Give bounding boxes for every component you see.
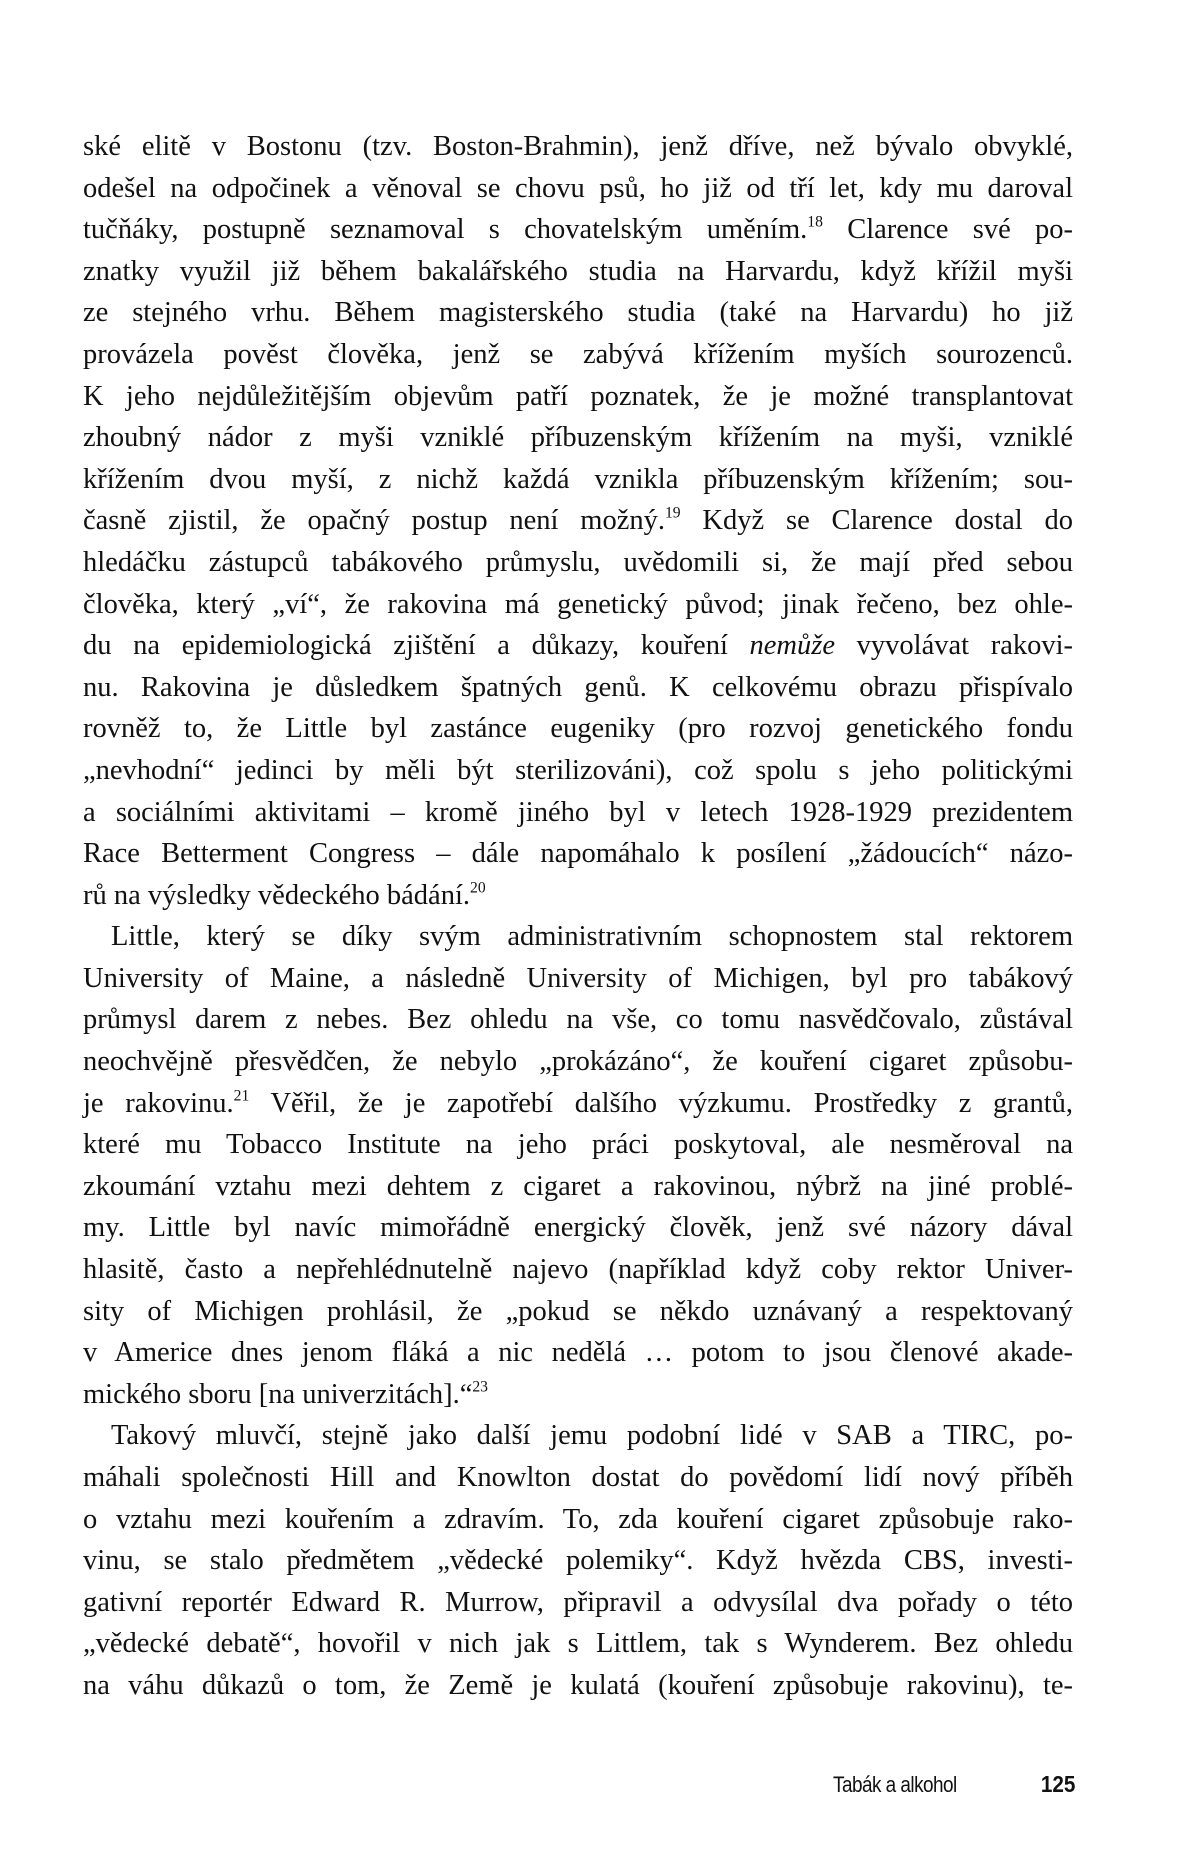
text-line — [83, 334, 1073, 376]
text-line — [83, 292, 1073, 334]
text-line — [83, 1499, 1073, 1541]
text-segment: Věřil, že je zapotřebí dalšího výzkumu. Prostředky z grantů, — [249, 1087, 1073, 1119]
text-line — [83, 1457, 1073, 1499]
text-line — [83, 584, 1073, 626]
text-line — [83, 916, 1073, 958]
text-line — [83, 251, 1073, 293]
text-segment: „vědecké debatě“, hovořil v nich jak s Littlem, tak s Wynderem. Bez ohledu — [83, 1628, 1073, 1660]
text-line — [83, 833, 1073, 875]
text-line — [83, 1083, 1073, 1125]
text-line — [83, 875, 1073, 917]
text-segment: mického sboru [na univerzitách].“ — [83, 1378, 473, 1410]
text-line — [83, 1332, 1073, 1374]
text-segment: průmysl darem z nebes. Bez ohledu na vše, co tomu nasvědčovalo, zůstával — [83, 1004, 1073, 1036]
text-line — [83, 1041, 1073, 1083]
text-line — [83, 376, 1073, 418]
text-line — [83, 1124, 1073, 1166]
text-line — [83, 625, 1073, 667]
text-segment: zkoumání vztahu mezi dehtem z cigaret a rakovinou, nýbrž na jiné problé- — [83, 1170, 1073, 1202]
text-segment: sity of Michigen prohlásil, že „pokud se někdo uznávaný a respektovaný — [83, 1295, 1073, 1327]
emphasized-text: nemůže — [749, 630, 836, 662]
footnote-reference: 18 — [807, 213, 823, 231]
text-segment: člověka, který „ví“, že rakovina má genetický původ; jinak řečeno, bez ohle- — [83, 588, 1073, 620]
text-segment: gativní reportér Edward R. Murrow, připravil a odvysílal dva pořady o této — [83, 1586, 1073, 1618]
text-segment: máhali společnosti Hill and Knowlton dostat do povědomí lidí nový příběh — [83, 1462, 1073, 1493]
text-line — [83, 126, 1073, 168]
text-segment: tučňáky, postupně seznamoval s chovatelským uměním. — [83, 214, 808, 246]
text-segment: o vztahu mezi kouřením a zdravím. To, zda kouření cigaret způsobuje rako- — [83, 1503, 1073, 1535]
text-line — [83, 1623, 1073, 1665]
text-segment: vyvolávat rakovi- — [835, 630, 1074, 662]
text-segment: časně zjistil, že opačný postup není možný. — [83, 505, 665, 537]
text-line — [83, 542, 1073, 584]
running-head: Tabák a alkohol — [833, 1772, 957, 1797]
text-line — [83, 1665, 1073, 1707]
text-line — [83, 999, 1073, 1041]
text-segment: neochvějně přesvědčen, že nebylo „prokázáno“, že kouření cigaret způsobu- — [83, 1046, 1073, 1078]
footnote-reference: 21 — [233, 1086, 250, 1104]
text-line — [83, 667, 1073, 709]
text-segment: Takový mluvčí, stejně jako další jemu podobní lidé v SAB a TIRC, po- — [111, 1420, 1073, 1452]
text-line — [83, 168, 1073, 210]
text-line — [83, 958, 1073, 1000]
text-segment: „nevhodní“ jedinci by měli být sterilizováni), což spolu s jeho politickými — [83, 754, 1073, 786]
text-line — [83, 1415, 1073, 1457]
text-segment: hledáčku zástupců tabákového průmyslu, uvědomili si, že mají před sebou — [83, 546, 1073, 578]
text-segment: křížením dvou myší, z nichž každá vznikla příbuzenským křížením; sou- — [83, 463, 1073, 495]
text-segment: je rakovinu. — [83, 1087, 234, 1119]
text-segment: vinu, se stalo předmětem „vědecké polemiky“. Když hvězda CBS, investi- — [83, 1545, 1073, 1577]
page-footer — [833, 1771, 1075, 1801]
text-line — [83, 1249, 1073, 1291]
text-segment: rovněž to, že Little byl zastánce eugeniky (pro rozvoj genetického fondu — [83, 713, 1073, 745]
body-text — [83, 126, 1073, 1707]
text-line — [83, 209, 1073, 251]
footnote-reference: 23 — [472, 1378, 488, 1396]
text-line — [83, 459, 1073, 501]
footnote-reference: 20 — [470, 878, 486, 896]
text-line — [83, 1582, 1073, 1624]
text-segment: University of Maine, a následně University of Michigen, byl pro tabákový — [83, 962, 1073, 994]
text-segment: Little, který se díky svým administrativním schopnostem stal rektorem — [111, 921, 1073, 953]
text-segment: Race Betterment Congress – dále napomáhalo k posílení „žádoucích“ názo- — [83, 838, 1073, 870]
text-line — [83, 417, 1073, 459]
text-line — [83, 792, 1073, 834]
text-line — [83, 500, 1073, 542]
text-segment: a sociálními aktivitami – kromě jiného byl v letech 1928-1929 prezidentem — [83, 796, 1073, 828]
text-segment: K jeho nejdůležitějším objevům patří poznatek, že je možné transplantovat — [83, 380, 1073, 412]
text-segment: ze stejného vrhu. Během magisterského studia (také na Harvardu) ho již — [83, 297, 1073, 329]
text-segment: du na epidemiologická zjištění a důkazy, kouření — [83, 630, 750, 662]
text-segment: Clarence své po- — [822, 214, 1073, 246]
text-line — [83, 1166, 1073, 1208]
text-segment: zhoubný nádor z myši vzniklé příbuzenským křížením na myši, vzniklé — [83, 422, 1073, 454]
text-line — [83, 708, 1073, 750]
text-line — [83, 1374, 1073, 1416]
text-segment: odešel na odpočinek a věnoval se chovu psů, ho již od tří let, kdy mu daroval — [83, 172, 1073, 204]
text-line — [83, 1207, 1073, 1249]
text-segment: znatky využil již během bakalářského studia na Harvardu, když křížil myši — [83, 255, 1073, 287]
text-segment: my. Little byl navíc mimořádně energický člověk, jenž své názory dával — [83, 1212, 1073, 1244]
text-segment: provázela pověst člověka, jenž se zabývá křížením myších sourozenců. — [83, 338, 1073, 370]
text-line — [83, 1291, 1073, 1333]
text-line — [83, 1540, 1073, 1582]
footnote-reference: 19 — [664, 504, 681, 522]
text-segment: Když se Clarence dostal do — [680, 505, 1073, 537]
text-segment: které mu Tobacco Institute na jeho práci poskytoval, ale nesměroval na — [83, 1129, 1073, 1161]
text-segment: na váhu důkazů o tom, že Země je kulatá (kouření způsobuje rakovinu), te- — [83, 1669, 1073, 1701]
text-line — [83, 750, 1073, 792]
text-segment: nu. Rakovina je důsledkem špatných genů. K celkovému obrazu přispívalo — [83, 671, 1073, 703]
text-segment: ské elitě v Bostonu (tzv. Boston-Brahmin), jenž dříve, než bývalo obvyklé, — [83, 131, 1073, 162]
text-segment: rů na výsledky vědeckého bádání. — [83, 879, 470, 911]
page-number: 125 — [1040, 1771, 1075, 1797]
text-segment: hlasitě, často a nepřehlédnutelně najevo (například když coby rektor Univer- — [83, 1254, 1073, 1286]
text-segment: v Americe dnes jenom fláká a nic nedělá … potom to jsou členové akade- — [83, 1337, 1073, 1369]
